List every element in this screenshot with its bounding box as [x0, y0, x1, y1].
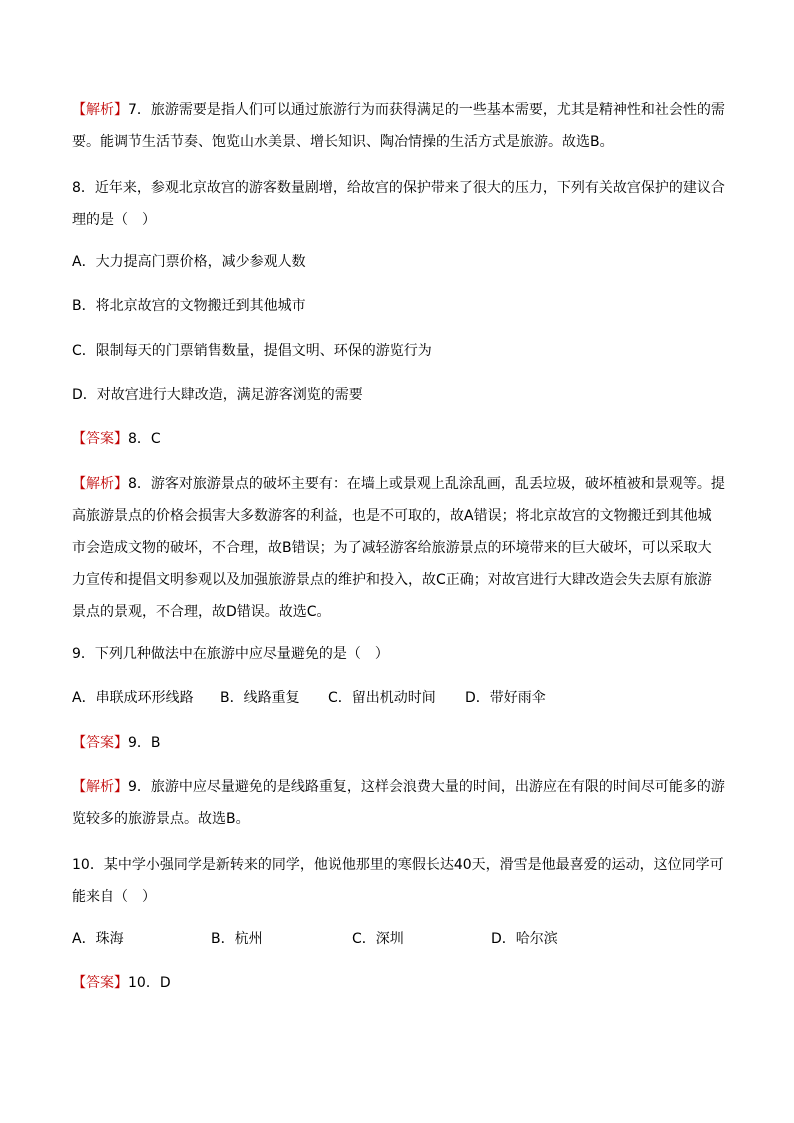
question-10-options [72, 923, 724, 955]
explanation-line [72, 94, 724, 126]
question-9-options [72, 682, 724, 714]
option-text: C．限制每天的门票销售数量，提倡文明、环保的游览行为 [72, 343, 432, 359]
question-stem-line: 理的是（ ） [72, 212, 156, 228]
option-b: B．杭州 [211, 931, 263, 947]
explanation-line [72, 468, 724, 500]
question-stem-line: 能来自（ ） [72, 889, 156, 905]
option-c: C．深圳 [352, 931, 404, 947]
answer-text: 8．C [128, 431, 161, 447]
question-stem-line: 9．下列几种做法中在旅游中应尽量避免的是（ ） [72, 646, 389, 662]
explanation-line: 高旅游景点的价格会损害大多数游客的利益，也是不可取的，故A错误；将北京故宫的文物搬迁到其他城 [72, 508, 712, 524]
explanation-7 [72, 94, 724, 158]
explanation-line: 览较多的旅游景点。故选B。 [72, 811, 250, 827]
explanation-tag: 【解析】 [72, 779, 128, 795]
question-8 [72, 172, 724, 236]
option-c: C．留出机动时间 [328, 690, 436, 706]
question-stem-line: 8．近年来，参观北京故宫的游客数量剧增，给故宫的保护带来了很大的压力，下列有关故宫保护的建议合 [72, 180, 725, 196]
explanation-line: 市会造成文物的破坏，不合理，故B错误；为了减轻游客给旅游景点的环境带来的巨大破坏，可以采取大 [72, 540, 712, 556]
explanation-9 [72, 771, 724, 835]
answer-10 [72, 967, 724, 999]
question-8-option-b [72, 290, 724, 322]
question-8-option-a [72, 246, 724, 278]
explanation-text: 9．旅游中应尽量避免的是线路重复，这样会浪费大量的时间，出游应在有限的时间尽可能多的游 [128, 779, 725, 795]
option-a: A．串联成环形线路 [72, 690, 194, 706]
explanation-tag: 【解析】 [72, 476, 128, 492]
question-8-option-c [72, 335, 724, 367]
explanation-line: 力宣传和提倡文明参观以及加强旅游景点的维护和投入，故C正确；对故宫进行大肆改造会失去原有旅游 [72, 572, 712, 588]
answer-tag: 【答案】 [72, 431, 128, 447]
option-text: B．将北京故宫的文物搬迁到其他城市 [72, 298, 306, 314]
answer-9 [72, 727, 724, 759]
explanation-line [72, 771, 724, 803]
explanation-line: 要。能调节生活节奏、饱览山水美景、增长知识、陶冶情操的生活方式是旅游。故选B。 [72, 134, 614, 150]
option-text: D．对故宫进行大肆改造，满足游客浏览的需要 [72, 387, 363, 403]
answer-tag: 【答案】 [72, 735, 128, 751]
answer-tag: 【答案】 [72, 975, 128, 991]
explanation-tag: 【解析】 [72, 102, 128, 118]
option-b: B．线路重复 [220, 690, 300, 706]
explanation-text: 7．旅游需要是指人们可以通过旅游行为而获得满足的一些基本需要，尤其是精神性和社会性的需 [128, 102, 725, 118]
explanation-text: 8．游客对旅游景点的破坏主要有：在墙上或景观上乱涂乱画，乱丢垃圾，破坏植被和景观等。提 [128, 476, 725, 492]
question-8-option-d [72, 379, 724, 411]
explanation-8 [72, 468, 724, 628]
answer-text: 9．B [128, 735, 161, 751]
option-d: D．带好雨伞 [465, 690, 546, 706]
question-10 [72, 849, 724, 913]
option-text: A．大力提高门票价格，减少参观人数 [72, 254, 306, 270]
question-9 [72, 638, 724, 670]
answer-8 [72, 423, 724, 455]
question-stem-line: 10．某中学小强同学是新转来的同学，他说他那里的寒假长达40天，滑雪是他最喜爱的运动，这位同学可 [72, 857, 724, 873]
answer-text: 10．D [128, 975, 171, 991]
explanation-line: 景点的景观，不合理，故D错误。故选C。 [72, 604, 331, 620]
option-a: A．珠海 [72, 931, 124, 947]
option-d: D．哈尔滨 [491, 931, 558, 947]
